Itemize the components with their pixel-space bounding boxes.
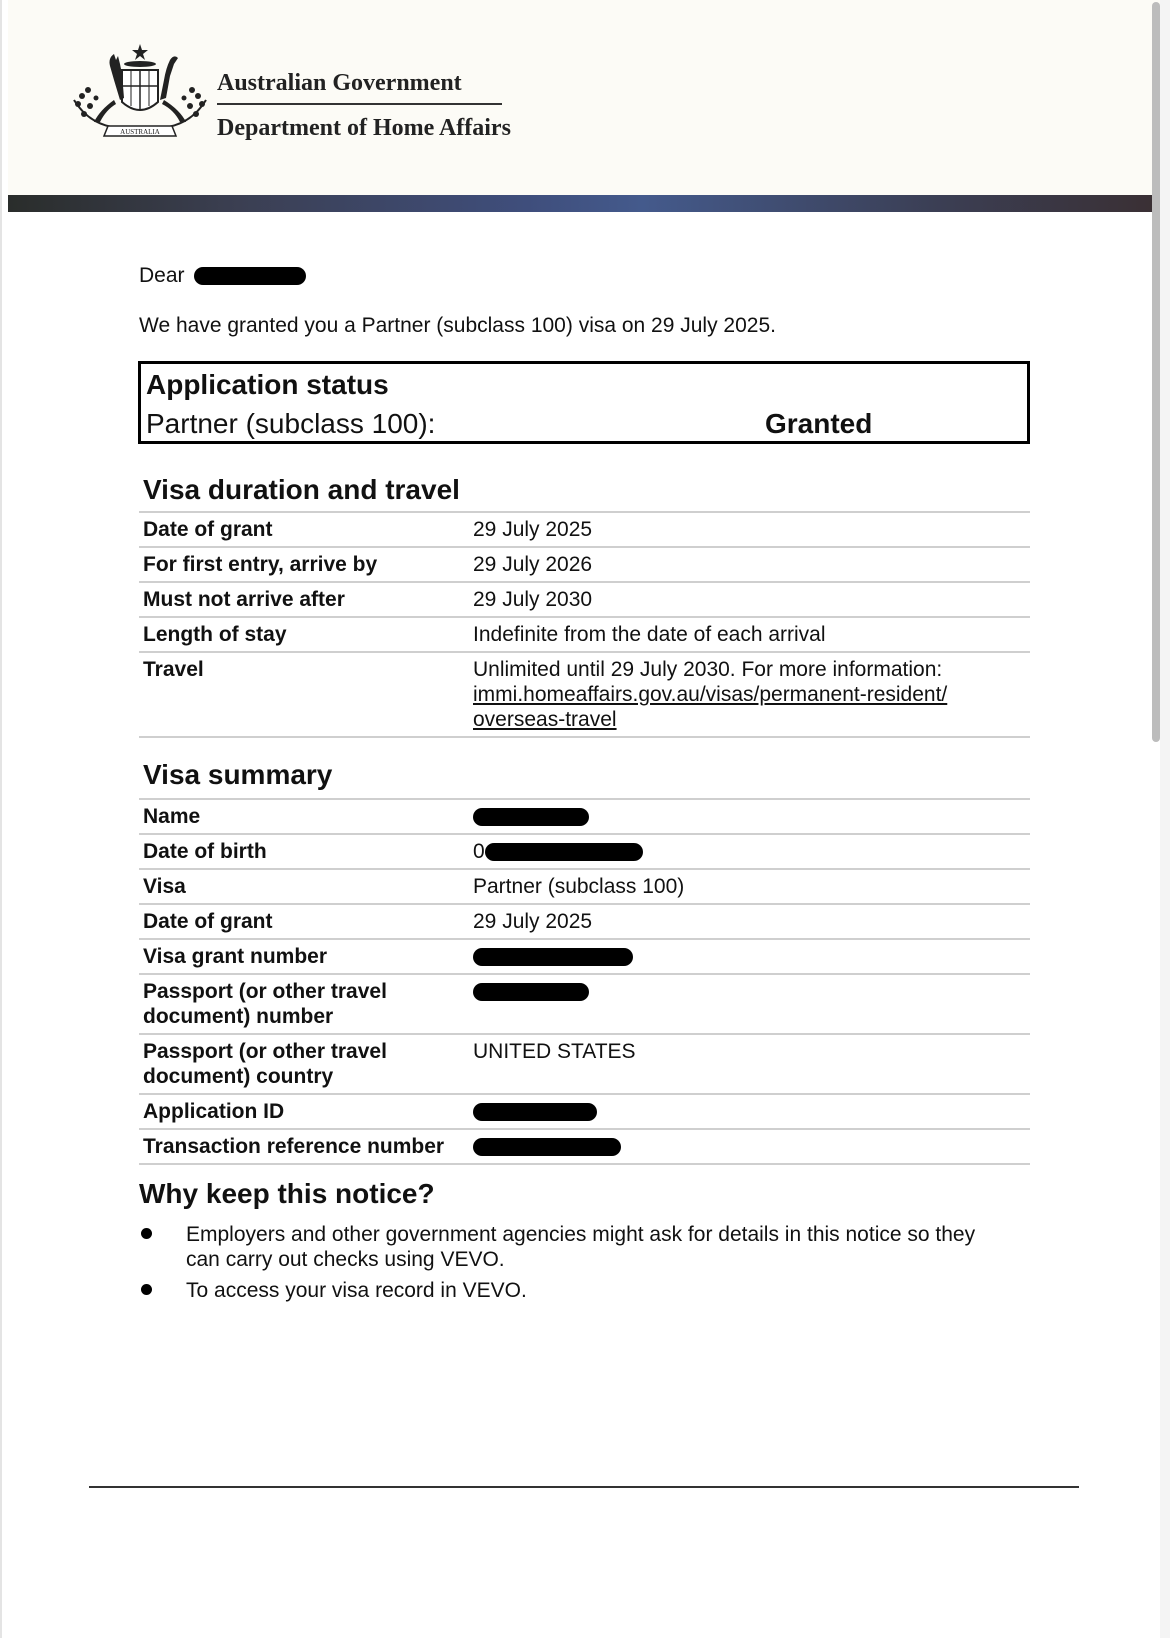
- table-row: [139, 974, 1030, 1034]
- redaction-mark: [473, 983, 589, 1001]
- row-value: [469, 799, 1030, 834]
- duration-table: [139, 511, 1030, 738]
- travel-text: Unlimited until 29 July 2030. For more information:: [473, 658, 943, 681]
- row-value: [469, 834, 1030, 869]
- row-label: [139, 1034, 469, 1094]
- table-row: [139, 939, 1030, 974]
- bullet-icon: [141, 1284, 152, 1295]
- travel-info-link[interactable]: immi.homeaffairs.gov.au/visas/permanent-resident/: [473, 683, 948, 706]
- crest-motto: AUSTRALIA: [120, 128, 160, 136]
- why-keep-title: Why keep this notice?: [139, 1178, 435, 1209]
- table-row: [139, 1034, 1030, 1094]
- letterhead-rule: [217, 103, 502, 105]
- row-label: Length of stay: [139, 617, 469, 652]
- row-value: 29 July 2026: [469, 547, 1030, 582]
- intro-text: We have granted you a Partner (subclass 100) visa on 29 July 2025.: [139, 314, 776, 337]
- row-label: Name: [139, 799, 469, 834]
- row-label: For first entry, arrive by: [139, 547, 469, 582]
- row-value: [469, 652, 1030, 737]
- row-value: Partner (subclass 100): [469, 869, 1030, 904]
- department-name: Department of Home Affairs: [217, 115, 511, 141]
- row-value: [469, 974, 1030, 1034]
- salutation: [139, 264, 306, 288]
- row-label-line: document) number: [143, 1005, 334, 1028]
- table-row: [139, 1094, 1030, 1129]
- government-name: Australian Government: [217, 70, 462, 96]
- list-item-line: can carry out checks using VEVO.: [186, 1248, 505, 1271]
- table-row: [139, 617, 1030, 652]
- scrollbar-thumb[interactable]: [1152, 2, 1160, 742]
- bullet-icon: [141, 1228, 152, 1239]
- row-label: Date of grant: [139, 512, 469, 547]
- row-label: [139, 974, 469, 1034]
- row-label-line: Passport (or other travel: [143, 980, 387, 1003]
- row-label: Travel: [139, 652, 469, 737]
- table-row: [139, 547, 1030, 582]
- row-value-visible: 0: [473, 840, 485, 863]
- scrollbar-track[interactable]: [1160, 0, 1170, 1638]
- table-row: [139, 799, 1030, 834]
- travel-info-link-continued[interactable]: overseas-travel: [473, 708, 617, 731]
- row-label: Visa grant number: [139, 939, 469, 974]
- australian-coat-of-arms-icon: [70, 40, 210, 144]
- row-value: UNITED STATES: [469, 1034, 1030, 1094]
- table-row: [139, 904, 1030, 939]
- page-edge: [0, 0, 2, 1638]
- salutation-text: Dear: [139, 264, 185, 287]
- list-item-line: Employers and other government agencies might ask for details in this notice so they: [186, 1223, 976, 1246]
- table-row: [139, 1129, 1030, 1164]
- section-title-summary: Visa summary: [143, 759, 333, 790]
- status-visa: Partner (subclass 100):: [146, 408, 436, 439]
- row-label-line: Passport (or other travel: [143, 1040, 387, 1063]
- table-row: [139, 869, 1030, 904]
- row-value: [469, 1094, 1030, 1129]
- row-label: Visa: [139, 869, 469, 904]
- row-value: [469, 939, 1030, 974]
- table-row: [139, 652, 1030, 737]
- table-row: [139, 834, 1030, 869]
- status-title: Application status: [146, 369, 389, 400]
- redaction-mark: [473, 808, 589, 826]
- application-status-box: [138, 361, 1030, 444]
- redaction-mark: [485, 843, 643, 861]
- row-label: Transaction reference number: [139, 1129, 469, 1164]
- row-label-line: document) country: [143, 1065, 334, 1088]
- redaction-mark: [473, 1138, 621, 1156]
- row-value: [469, 1129, 1030, 1164]
- list-item: [139, 1222, 1019, 1272]
- row-value: 29 July 2025: [469, 904, 1030, 939]
- row-label: Must not arrive after: [139, 582, 469, 617]
- redaction-mark: [194, 267, 306, 285]
- list-item: [139, 1278, 1019, 1303]
- table-row: [139, 582, 1030, 617]
- row-label: Date of birth: [139, 834, 469, 869]
- row-label: Application ID: [139, 1094, 469, 1129]
- row-value: 29 July 2030: [469, 582, 1030, 617]
- section-title-duration: Visa duration and travel: [143, 474, 460, 505]
- row-value: Indefinite from the date of each arrival: [469, 617, 1030, 652]
- redaction-mark: [473, 1103, 597, 1121]
- status-value: Granted: [765, 408, 873, 439]
- row-label: Date of grant: [139, 904, 469, 939]
- summary-table: [139, 798, 1030, 1165]
- redaction-mark: [473, 948, 633, 966]
- row-value: 29 July 2025: [469, 512, 1030, 547]
- list-item-line: To access your visa record in VEVO.: [186, 1279, 527, 1302]
- table-row: [139, 512, 1030, 547]
- footer-rule: [89, 1486, 1079, 1488]
- letterhead-band: [8, 195, 1161, 212]
- why-keep-list: [139, 1222, 1019, 1309]
